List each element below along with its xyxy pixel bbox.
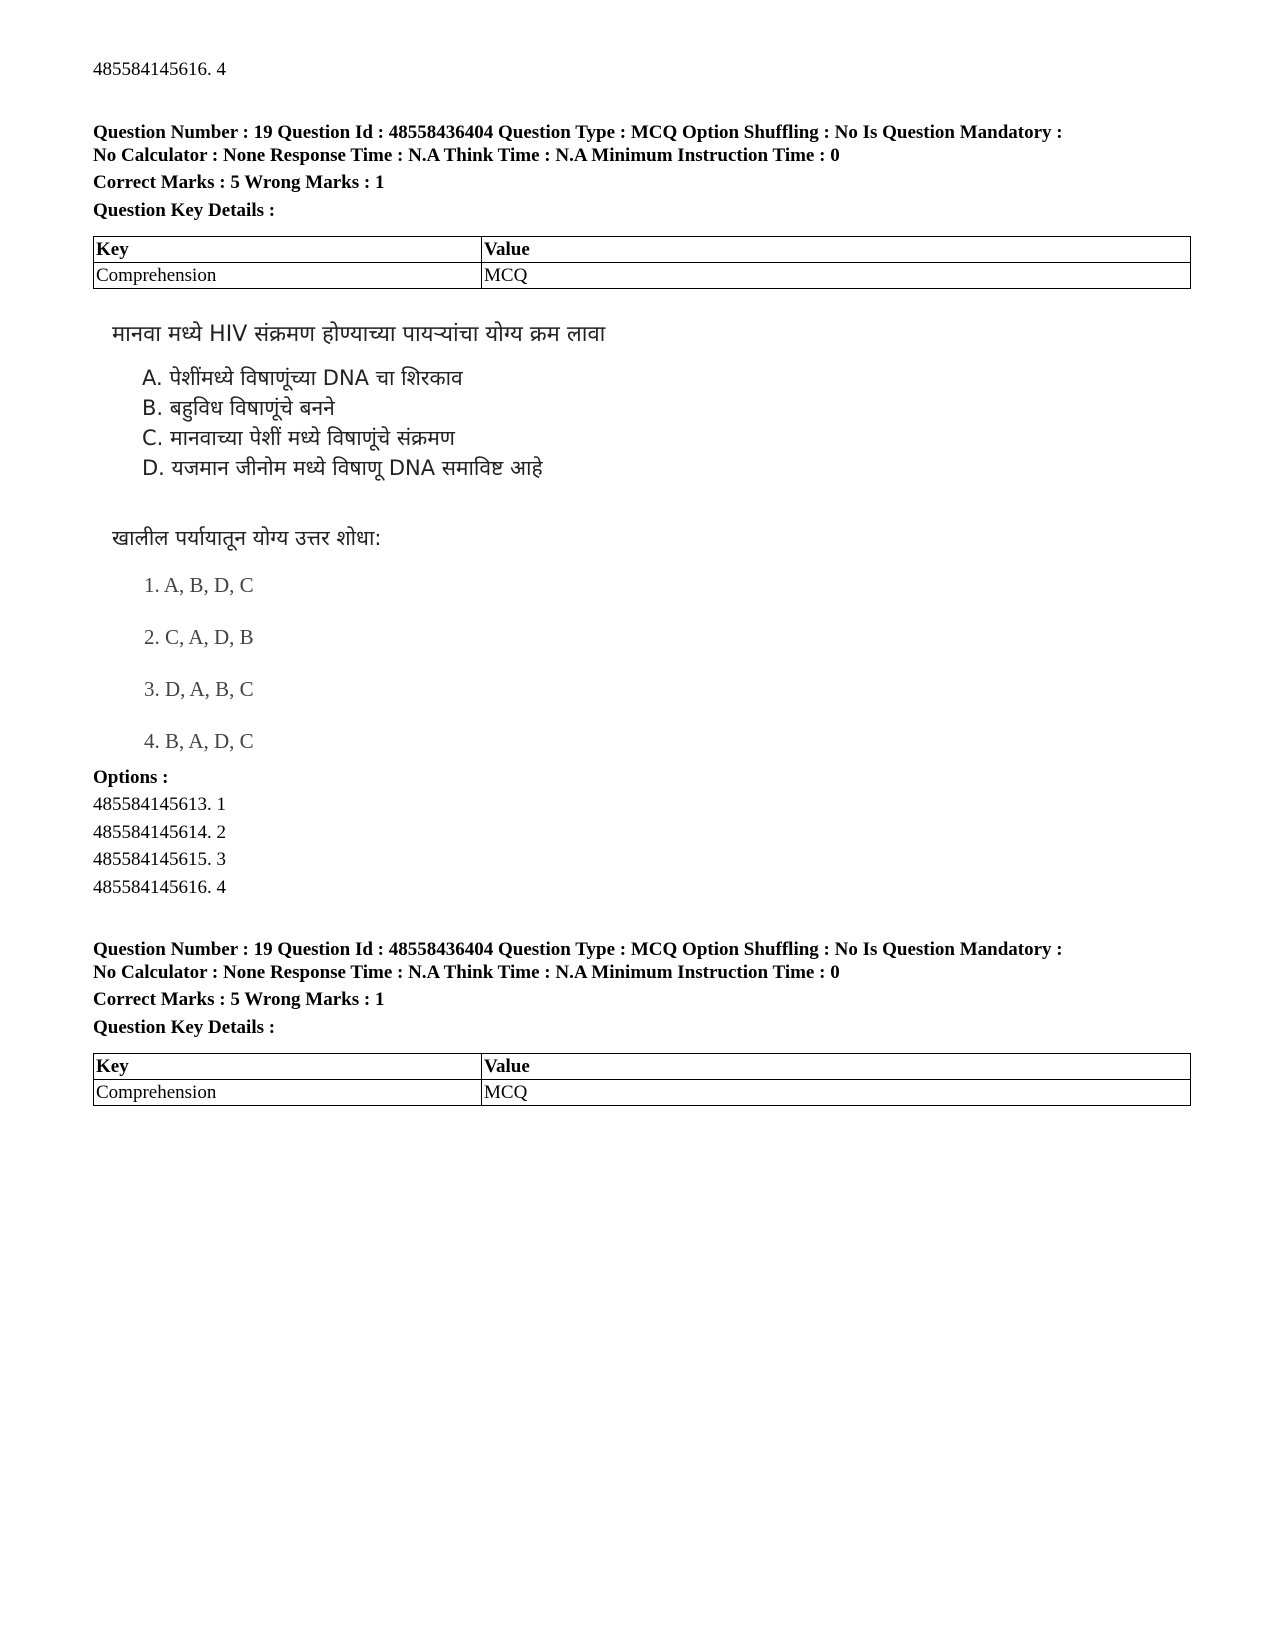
- option-line-4: 485584145616. 4: [93, 877, 226, 898]
- statement-a: A. पेशींमध्ये विषाणूंच्या DNA चा शिरकाव: [142, 366, 463, 390]
- table-header-key: Key: [94, 237, 482, 263]
- option-line-2: 485584145614. 2: [93, 822, 226, 843]
- choice-2: 2. C, A, D, B: [144, 625, 254, 649]
- choice-4: 4. B, A, D, C: [144, 729, 254, 753]
- table-header-row: [94, 237, 1191, 263]
- table-header-value: Value: [482, 237, 1191, 263]
- question-instruction: खालील पर्यायातून योग्य उत्तर शोधा:: [112, 526, 382, 550]
- key-details-label: Question Key Details :: [93, 200, 276, 221]
- table-header-value: Value: [482, 1054, 1191, 1080]
- question-stem: मानवा मध्ये HIV संक्रमण होण्याच्या पायऱ्यांचा योग्य क्रम लावा: [112, 322, 606, 347]
- table-header-key: Key: [94, 1054, 482, 1080]
- choice-3: 3. D, A, B, C: [144, 677, 254, 701]
- statement-b: B. बहुविध विषाणूंचे बनने: [142, 396, 335, 420]
- option-line-1: 485584145613. 1: [93, 794, 226, 815]
- table-cell-key: Comprehension: [94, 1080, 482, 1106]
- key-details-table: [93, 236, 1191, 289]
- key-details-label: Question Key Details :: [93, 1017, 276, 1038]
- statement-c: C. मानवाच्या पेशीं मध्ये विषाणूंचे संक्रमण: [142, 426, 455, 450]
- previous-option-line: 485584145616. 4: [93, 59, 226, 80]
- table-cell-key: Comprehension: [94, 263, 482, 289]
- table-cell-value: MCQ: [482, 263, 1191, 289]
- options-label: Options :: [93, 767, 169, 788]
- table-header-row: [94, 1054, 1191, 1080]
- question-meta-line-2: No Calculator : None Response Time : N.A Think Time : N.A Minimum Instruction Time : 0: [93, 962, 840, 983]
- key-details-table: [93, 1053, 1191, 1106]
- question-meta-line-1: Question Number : 19 Question Id : 48558436404 Question Type : MCQ Option Shuffling : No Is Question Mandatory :: [93, 939, 1063, 960]
- table-row: [94, 1080, 1191, 1106]
- question-meta-line-2: No Calculator : None Response Time : N.A Think Time : N.A Minimum Instruction Time : 0: [93, 145, 840, 166]
- table-cell-value: MCQ: [482, 1080, 1191, 1106]
- choice-1: 1. A, B, D, C: [144, 573, 254, 597]
- marks-line: Correct Marks : 5 Wrong Marks : 1: [93, 989, 385, 1010]
- statement-d: D. यजमान जीनोम मध्ये विषाणू DNA समाविष्ट आहे: [142, 456, 543, 480]
- question-meta-line-1: Question Number : 19 Question Id : 48558436404 Question Type : MCQ Option Shuffling : No Is Question Mandatory :: [93, 122, 1063, 143]
- table-row: [94, 263, 1191, 289]
- marks-line: Correct Marks : 5 Wrong Marks : 1: [93, 172, 385, 193]
- option-line-3: 485584145615. 3: [93, 849, 226, 870]
